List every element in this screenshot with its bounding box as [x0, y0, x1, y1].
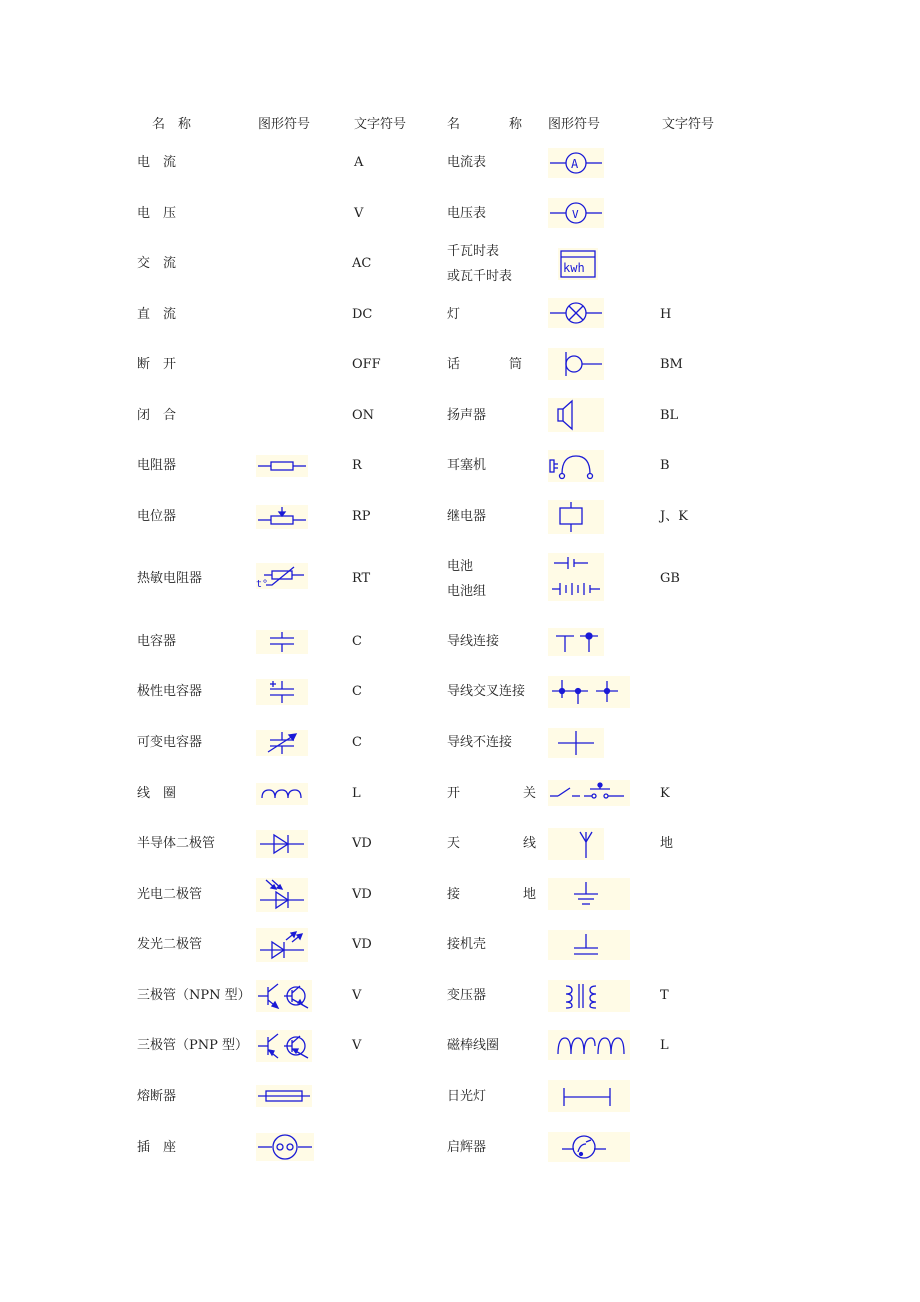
right-name-b: 筒: [509, 357, 523, 372]
right-name: 耳塞机: [447, 458, 487, 473]
right-name-line2: 或瓦千时表: [447, 269, 513, 284]
fluorescent-lamp-symbol-icon: [548, 1080, 630, 1112]
left-text: V: [354, 206, 364, 221]
left-name: 直 流: [137, 307, 177, 322]
right-name: 磁棒线圈: [447, 1038, 500, 1053]
kwh-label: kwh: [563, 261, 585, 275]
right-name: 电流表: [447, 155, 487, 170]
right-name-a: 话: [447, 357, 461, 372]
right-text: B: [660, 458, 670, 473]
right-name-b: 地: [523, 887, 537, 902]
right-text: J、K: [660, 509, 688, 524]
transformer-symbol-icon: [548, 980, 630, 1012]
microphone-symbol-icon: [548, 348, 604, 380]
right-name: 日光灯: [447, 1089, 487, 1104]
ammeter-symbol-icon: [548, 148, 604, 178]
left-name: 三极管（PNP 型）: [137, 1038, 249, 1053]
thermistor-t-label: t°: [256, 579, 269, 589]
ground-symbol-icon: [548, 878, 630, 910]
voltmeter-symbol-icon: [548, 198, 604, 228]
right-name: 灯: [447, 307, 461, 322]
left-name: 发光二极管: [137, 937, 203, 952]
left-name: 熔断器: [137, 1089, 177, 1104]
left-text: VD: [352, 887, 372, 902]
wire-connection-symbol-icon: [548, 628, 604, 656]
left-text: C: [352, 634, 362, 649]
left-name: 闭 合: [137, 408, 177, 423]
right-name: 变压器: [447, 988, 487, 1003]
right-text: T: [660, 988, 669, 1003]
antenna-symbol-icon: [548, 828, 604, 860]
left-name: 线 圈: [137, 786, 177, 801]
thermistor-symbol-icon: [256, 563, 308, 589]
header-name-right-b: 称: [509, 117, 523, 132]
wire-no-connection-symbol-icon: [548, 728, 604, 758]
right-name: 导线交叉连接: [447, 684, 526, 699]
right-name-a: 天: [447, 836, 461, 851]
relay-symbol-icon: [548, 500, 604, 534]
coil-symbol-icon: [256, 783, 308, 805]
capacitor-symbol-icon: [256, 630, 308, 654]
pnp-transistor-symbol-icon: [256, 1030, 312, 1062]
right-name: 千瓦时表: [447, 244, 500, 259]
chassis-ground-symbol-icon: [548, 930, 630, 960]
fuse-symbol-icon: [256, 1085, 312, 1107]
left-name: 光电二极管: [137, 887, 203, 902]
speaker-symbol-icon: [548, 398, 604, 432]
ammeter-letter: A: [571, 157, 579, 171]
header-text-left: 文字符号: [354, 117, 407, 132]
header-name-left: 名 称: [152, 117, 192, 132]
right-name: 导线连接: [447, 634, 500, 649]
earphone-symbol-icon: [548, 450, 604, 482]
photodiode-symbol-icon: [256, 878, 308, 912]
variable-capacitor-symbol-icon: [256, 730, 308, 756]
right-text: L: [660, 1038, 669, 1053]
left-name: 电 流: [137, 155, 177, 170]
left-name: 电 压: [137, 206, 177, 221]
left-text: V: [352, 988, 362, 1003]
right-name: 电池: [447, 559, 474, 574]
right-text: K: [660, 786, 670, 801]
left-text: OFF: [352, 357, 381, 372]
diode-symbol-icon: [256, 830, 308, 858]
left-name: 可变电容器: [137, 735, 203, 750]
left-text: V: [352, 1038, 362, 1053]
resistor-symbol-icon: [256, 455, 308, 477]
right-text: BM: [660, 357, 683, 372]
led-symbol-icon: [256, 928, 308, 962]
socket-symbol-icon: [256, 1133, 314, 1161]
right-text: 地: [660, 836, 674, 851]
left-name: 极性电容器: [137, 684, 203, 699]
starter-symbol-icon: [548, 1132, 630, 1162]
right-name: 继电器: [447, 509, 487, 524]
right-name: 接机壳: [447, 937, 487, 952]
right-name: 电压表: [447, 206, 487, 221]
potentiometer-symbol-icon: [256, 505, 308, 529]
right-name-line2: 电池组: [447, 584, 487, 599]
left-text: R: [352, 458, 362, 473]
right-name: 扬声器: [447, 408, 487, 423]
left-text: C: [352, 684, 362, 699]
battery-symbol-icon: [548, 553, 604, 601]
left-name: 交 流: [137, 256, 177, 271]
left-name: 半导体二极管: [137, 836, 216, 851]
left-text: C: [352, 735, 362, 750]
wire-cross-connection-symbol-icon: [548, 676, 630, 708]
right-name: 导线不连接: [447, 735, 513, 750]
right-name-b: 线: [523, 836, 537, 851]
left-name: 电阻器: [137, 458, 177, 473]
right-name-a: 开: [447, 786, 461, 801]
left-text: RP: [352, 509, 371, 524]
header-name-right-a: 名: [447, 117, 461, 132]
left-name: 电位器: [137, 509, 177, 524]
right-name-b: 关: [523, 786, 537, 801]
left-name: 电容器: [137, 634, 177, 649]
left-text: RT: [352, 571, 371, 586]
left-name: 插 座: [137, 1140, 177, 1155]
left-text: L: [352, 786, 361, 801]
npn-transistor-symbol-icon: [256, 980, 312, 1012]
left-name: 断 开: [137, 357, 177, 372]
switch-symbol-icon: [548, 780, 630, 806]
right-name: 启辉器: [447, 1140, 487, 1155]
right-text: GB: [660, 571, 680, 586]
left-text: ON: [352, 408, 375, 423]
left-name: 三极管（NPN 型）: [137, 988, 251, 1003]
lamp-symbol-icon: [548, 298, 604, 328]
polar-capacitor-symbol-icon: [256, 679, 308, 705]
kwh-meter-symbol-icon: [558, 248, 598, 280]
ferrite-coil-symbol-icon: [548, 1030, 630, 1060]
left-text: A: [354, 155, 364, 170]
header-symbol-right: 图形符号: [548, 117, 601, 132]
left-text: AC: [352, 256, 372, 271]
right-text: H: [660, 307, 672, 322]
left-text: DC: [352, 307, 373, 322]
left-text: VD: [352, 937, 372, 952]
left-text: VD: [352, 836, 372, 851]
right-name-a: 接: [447, 887, 461, 902]
voltmeter-letter: V: [572, 208, 579, 221]
left-name: 热敏电阻器: [137, 571, 203, 586]
header-text-right: 文字符号: [662, 117, 715, 132]
right-text: BL: [660, 408, 679, 423]
header-symbol-left: 图形符号: [258, 117, 311, 132]
